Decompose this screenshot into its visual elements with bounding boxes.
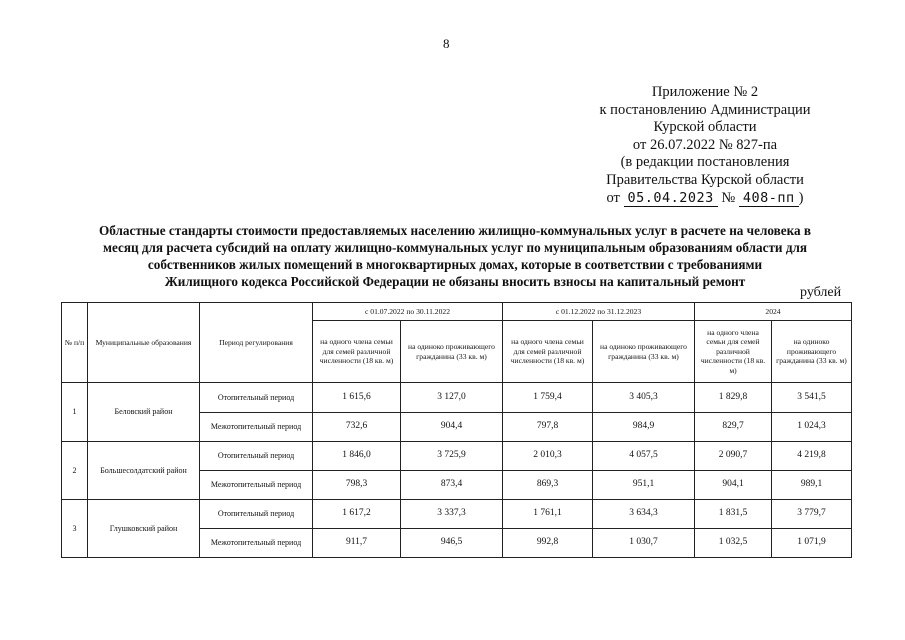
appendix-line: к постановлению Администрации [599, 101, 811, 118]
header-period: Период регулирования [200, 303, 313, 383]
period-label: Межотопительный период [200, 471, 313, 500]
table-row [62, 500, 852, 529]
row-number: 1 [62, 383, 88, 442]
header-single-col: на одиноко проживающего гражданина (33 кв. м) [593, 321, 695, 383]
title-line: собственников жилых помещений в многоквартирных домах, которые в соответствии с требованиями [147, 257, 763, 272]
appendix-block [580, 84, 830, 207]
table-row [62, 383, 852, 413]
page-number: 8 [443, 36, 450, 51]
value-cell: 1 846,0 [313, 442, 401, 471]
value-cell: 873,4 [401, 471, 503, 500]
value-cell: 1 829,8 [695, 383, 772, 413]
units-label: рублей [800, 285, 842, 300]
appendix-line: (в редакции постановления [620, 154, 790, 171]
amendment-signature-line [580, 190, 830, 208]
value-cell: 798,3 [313, 471, 401, 500]
value-cell: 1 030,7 [593, 529, 695, 558]
title-line: Областные стандарты стоимости предоставляемых населению жилищно-коммунальных услуг в расчете на человека в [98, 223, 812, 238]
value-cell: 2 010,3 [503, 442, 593, 471]
value-cell: 3 405,3 [593, 383, 695, 413]
period-label: Межотопительный период [200, 413, 313, 442]
value-cell: 829,7 [695, 413, 772, 442]
appendix-line: от 26.07.2022 № 827-па [632, 136, 778, 153]
title-line: месяц для расчета субсидий на оплату жилищно-коммунальных услуг по муниципальным образованиям области для [102, 240, 808, 255]
value-cell: 951,1 [593, 471, 695, 500]
value-cell: 904,4 [401, 413, 503, 442]
header-family-col: на одного члена семьи для семей различной численности (18 кв. м) [503, 321, 593, 383]
value-cell: 1 071,9 [772, 529, 852, 558]
header-family-col: на одного члена семьи для семей различной численности (18 кв. м) [313, 321, 401, 383]
closing-bracket: ) [798, 189, 804, 206]
value-cell: 4 219,8 [772, 442, 852, 471]
value-cell: 1 617,2 [313, 500, 401, 529]
value-cell: 1 761,1 [503, 500, 593, 529]
value-cell: 2 090,7 [695, 442, 772, 471]
appendix-line: Курской области [653, 119, 757, 136]
value-cell: 989,1 [772, 471, 852, 500]
municipality-name: Беловский район [88, 383, 200, 442]
value-cell: 1 759,4 [503, 383, 593, 413]
header-period-group: с 01.12.2022 по 31.12.2023 [503, 303, 695, 321]
header-single-col: на одиноко проживающего гражданина (33 кв. м) [401, 321, 503, 383]
period-label: Межотопительный период [200, 529, 313, 558]
value-cell: 869,3 [503, 471, 593, 500]
value-cell: 732,6 [313, 413, 401, 442]
value-cell: 946,5 [401, 529, 503, 558]
row-number: 2 [62, 442, 88, 500]
municipality-name: Глушковский район [88, 500, 200, 558]
from-prefix: от [606, 189, 620, 206]
header-num: № п/п [62, 303, 88, 383]
rates-table [61, 302, 852, 558]
header-municipality: Муниципальные образования [88, 303, 200, 383]
header-single-col: на одиноко проживающего гражданина (33 кв. м) [772, 321, 852, 383]
value-cell: 1 831,5 [695, 500, 772, 529]
period-label: Отопительный период [200, 383, 313, 413]
value-cell: 1 615,6 [313, 383, 401, 413]
value-cell: 3 779,7 [772, 500, 852, 529]
value-cell: 992,8 [503, 529, 593, 558]
amendment-number: 408-пп [739, 190, 799, 207]
table-row [62, 442, 852, 471]
row-number: 3 [62, 500, 88, 558]
title-line: Жилищного кодекса Российской Федерации не обязаны вносить взносы на капитальный ремонт [164, 274, 746, 289]
header-period-group: 2024 [695, 303, 852, 321]
value-cell: 3 541,5 [772, 383, 852, 413]
value-cell: 4 057,5 [593, 442, 695, 471]
amendment-date: 05.04.2023 [624, 190, 718, 207]
appendix-line: Правительства Курской области [606, 171, 804, 188]
period-label: Отопительный период [200, 500, 313, 529]
value-cell: 904,1 [695, 471, 772, 500]
value-cell: 984,9 [593, 413, 695, 442]
value-cell: 3 337,3 [401, 500, 503, 529]
value-cell: 1 032,5 [695, 529, 772, 558]
header-family-col: на одного члена семьи для семей различной численности (18 кв. м) [695, 321, 772, 383]
header-period-group: с 01.07.2022 по 30.11.2022 [313, 303, 503, 321]
value-cell: 3 725,9 [401, 442, 503, 471]
period-label: Отопительный период [200, 442, 313, 471]
value-cell: 1 024,3 [772, 413, 852, 442]
value-cell: 3 127,0 [401, 383, 503, 413]
appendix-line: Приложение № 2 [651, 84, 759, 100]
municipality-name: Большесолдатский район [88, 442, 200, 500]
value-cell: 797,8 [503, 413, 593, 442]
number-prefix: № [721, 189, 736, 206]
value-cell: 3 634,3 [593, 500, 695, 529]
value-cell: 911,7 [313, 529, 401, 558]
document-title [60, 222, 850, 290]
